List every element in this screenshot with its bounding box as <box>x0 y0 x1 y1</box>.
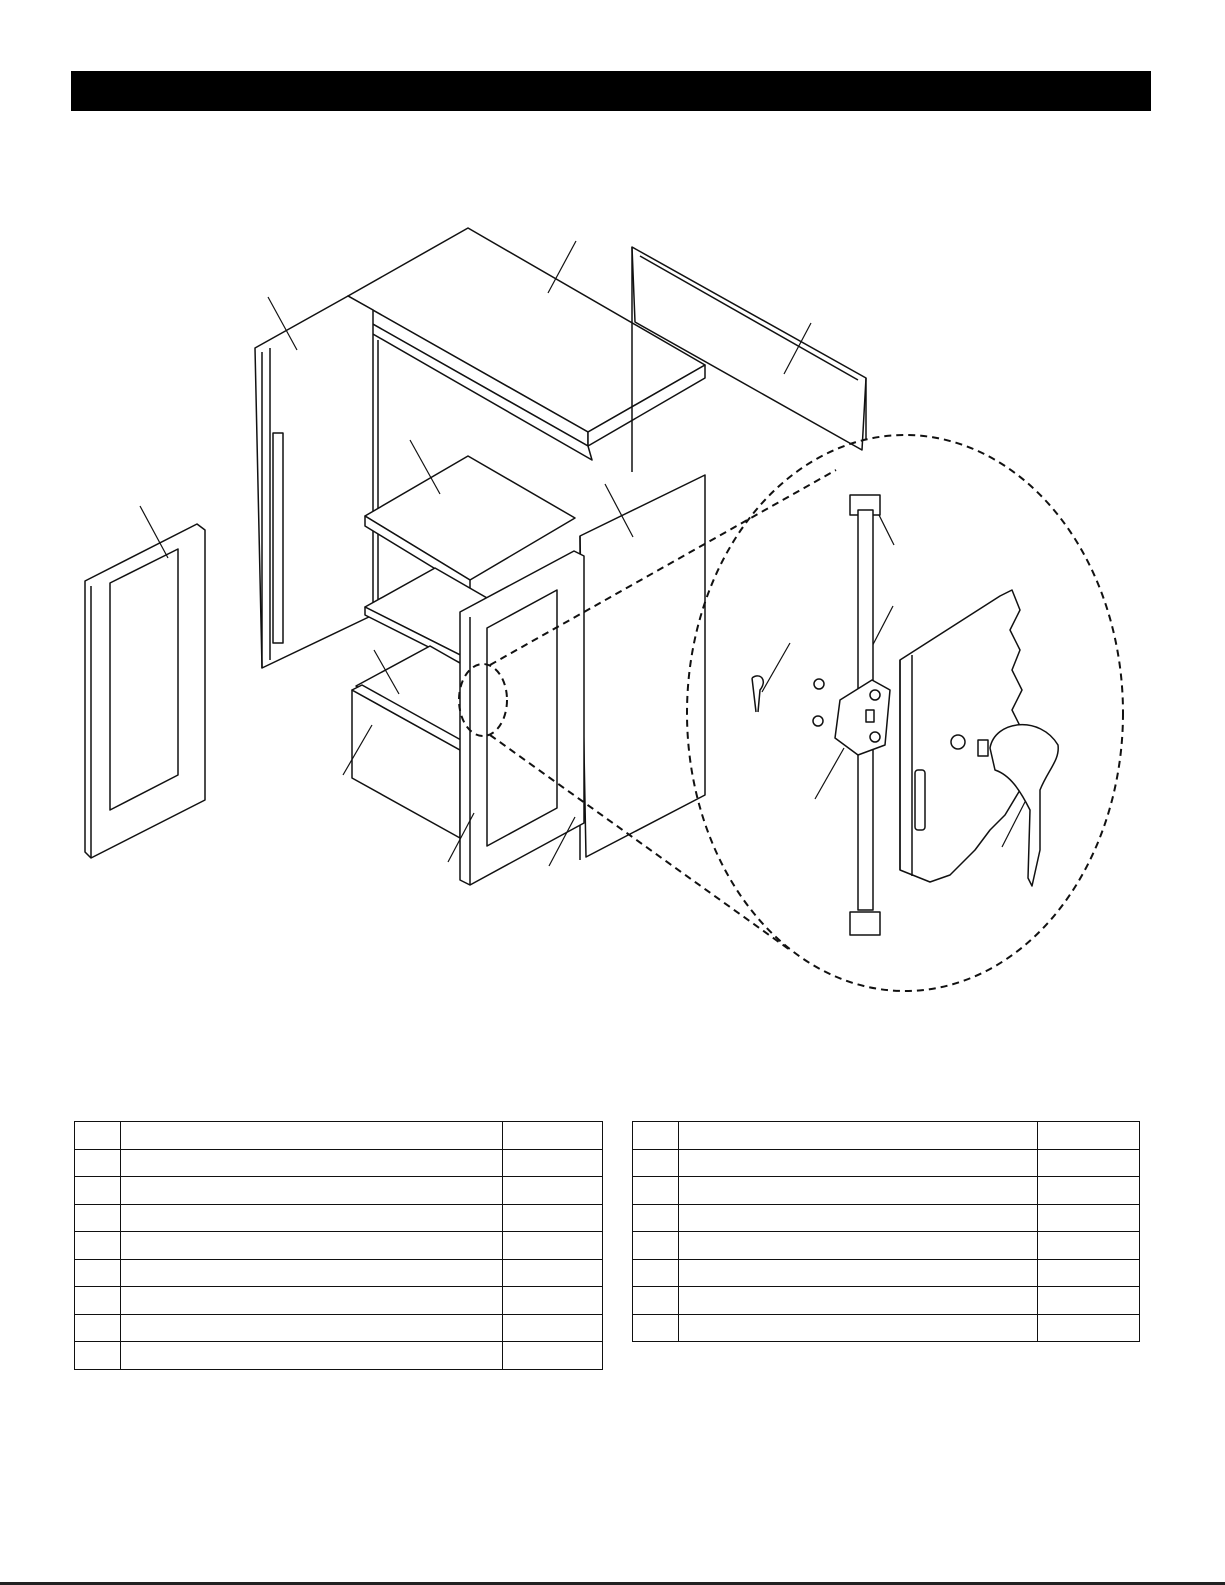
table-cell <box>633 1204 679 1232</box>
table-cell <box>633 1287 679 1315</box>
table-cell <box>503 1149 603 1177</box>
table-cell <box>121 1177 503 1205</box>
table-row <box>75 1232 603 1260</box>
table-cell <box>75 1177 121 1205</box>
table-row <box>633 1232 1140 1260</box>
glass-door-left <box>85 524 205 858</box>
table-cell <box>679 1287 1038 1315</box>
table-cell <box>633 1232 679 1260</box>
parts-table-left <box>74 1121 603 1370</box>
table-cell <box>503 1259 603 1287</box>
table-cell <box>679 1314 1038 1342</box>
table-cell <box>75 1259 121 1287</box>
table-cell <box>75 1314 121 1342</box>
table-cell <box>633 1149 679 1177</box>
table-cell <box>75 1342 121 1370</box>
table-row <box>75 1314 603 1342</box>
table-row <box>633 1149 1140 1177</box>
table-cell <box>75 1287 121 1315</box>
table-cell <box>503 1342 603 1370</box>
table-cell <box>1038 1287 1140 1315</box>
table-cell <box>121 1314 503 1342</box>
table-row <box>633 1204 1140 1232</box>
table-row <box>75 1122 603 1150</box>
table-cell <box>121 1204 503 1232</box>
table-cell <box>75 1204 121 1232</box>
table-cell <box>679 1177 1038 1205</box>
right-side-panel <box>580 475 705 860</box>
table-cell <box>121 1122 503 1150</box>
lock-rod-detail <box>752 495 890 935</box>
table-row <box>75 1177 603 1205</box>
table-cell <box>633 1314 679 1342</box>
table-row <box>633 1314 1140 1342</box>
table-row <box>633 1122 1140 1150</box>
table-row <box>75 1149 603 1177</box>
table-cell <box>121 1259 503 1287</box>
table-row <box>633 1287 1140 1315</box>
table-row <box>75 1204 603 1232</box>
table-cell <box>679 1122 1038 1150</box>
table-row <box>75 1342 603 1370</box>
table-cell <box>1038 1204 1140 1232</box>
table-cell <box>633 1177 679 1205</box>
table-cell <box>1038 1149 1140 1177</box>
table-cell <box>121 1342 503 1370</box>
table-cell <box>121 1232 503 1260</box>
header-bar <box>71 71 1151 111</box>
table-cell <box>679 1149 1038 1177</box>
table-cell <box>75 1232 121 1260</box>
table-cell <box>1038 1232 1140 1260</box>
table-cell <box>503 1122 603 1150</box>
table-cell <box>679 1259 1038 1287</box>
table-cell <box>503 1232 603 1260</box>
table-cell <box>75 1149 121 1177</box>
table-cell <box>633 1122 679 1150</box>
table-cell <box>121 1149 503 1177</box>
table-cell <box>121 1287 503 1315</box>
table-cell <box>633 1259 679 1287</box>
table-row <box>633 1259 1140 1287</box>
table-row <box>75 1259 603 1287</box>
parts-table-right <box>632 1121 1140 1342</box>
table-cell <box>503 1177 603 1205</box>
left-side-panel <box>255 296 378 668</box>
table-cell <box>1038 1314 1140 1342</box>
table-row <box>633 1177 1140 1205</box>
table-cell <box>679 1204 1038 1232</box>
door-edge-cutaway <box>900 590 1058 886</box>
table-cell <box>1038 1177 1140 1205</box>
exploded-parts-diagram <box>0 150 1225 1010</box>
table-row <box>75 1287 603 1315</box>
table-cell <box>1038 1122 1140 1150</box>
table-cell <box>75 1122 121 1150</box>
table-cell <box>503 1204 603 1232</box>
table-cell <box>503 1314 603 1342</box>
table-cell <box>679 1232 1038 1260</box>
table-cell <box>503 1287 603 1315</box>
table-cell <box>1038 1259 1140 1287</box>
